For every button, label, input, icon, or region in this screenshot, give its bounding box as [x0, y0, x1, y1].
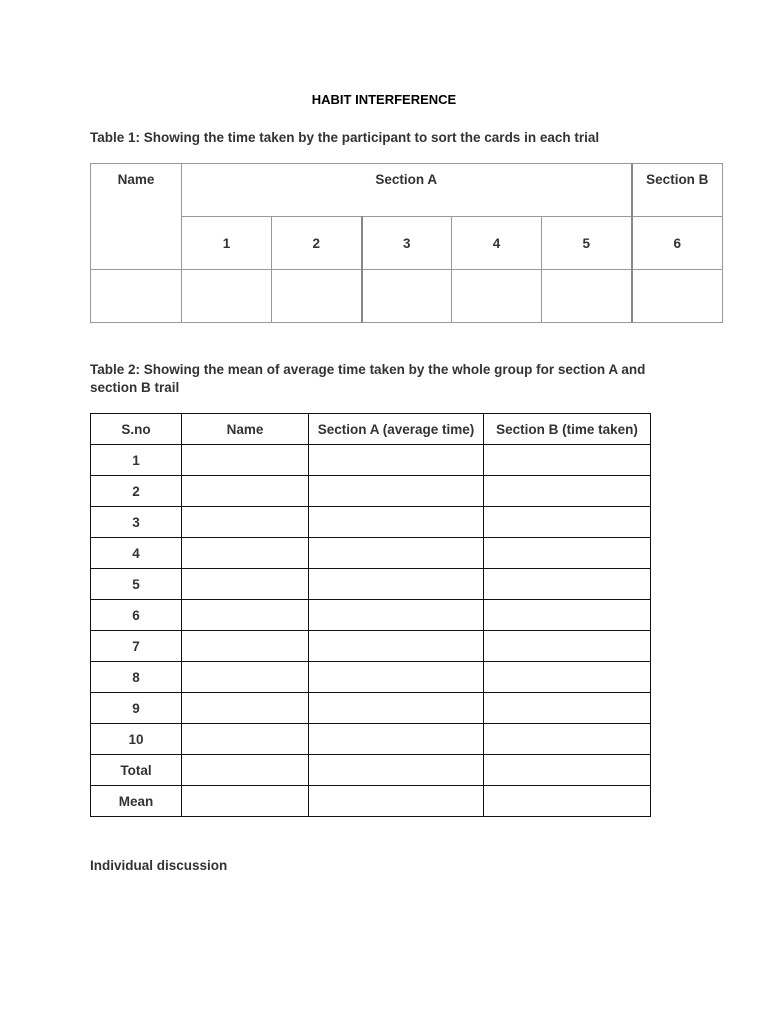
- table-row: [91, 600, 651, 631]
- table2-row-label: Total: [91, 755, 182, 786]
- table1-data-row: [91, 270, 723, 323]
- table1-cell-trial-3: [362, 270, 452, 323]
- table2-cell-section-a: [309, 538, 484, 569]
- table1-header-row: [91, 164, 723, 217]
- table-row: [91, 662, 651, 693]
- table2-row-label: 10: [91, 724, 182, 755]
- table1-cell-trial-5: [542, 270, 632, 323]
- table2-cell-name: [182, 724, 309, 755]
- table2-cell-section-a: [309, 507, 484, 538]
- table2-row-label: 8: [91, 662, 182, 693]
- table2-cell-section-b: [484, 693, 651, 724]
- table2-cell-section-a: [309, 631, 484, 662]
- table1-cell-name: [91, 270, 182, 323]
- table2-cell-section-a: [309, 693, 484, 724]
- table-row: [91, 631, 651, 662]
- table2-row-label: 2: [91, 476, 182, 507]
- table1-name-header: Name: [91, 164, 182, 270]
- table2-header-section-a: Section A (average time): [309, 414, 484, 445]
- table2-cell-section-a: [309, 662, 484, 693]
- table2-cell-section-a: [309, 786, 484, 817]
- table-row: [91, 538, 651, 569]
- table1-section-a-header: Section A: [182, 164, 632, 217]
- table2-header-section-b: Section B (time taken): [484, 414, 651, 445]
- table2-header-row: [91, 414, 651, 445]
- table2-body: [91, 445, 651, 817]
- table2-cell-section-b: [484, 662, 651, 693]
- table2-header-sno: S.no: [91, 414, 182, 445]
- table2-cell-name: [182, 538, 309, 569]
- table-row: [91, 476, 651, 507]
- table2-cell-section-a: [309, 445, 484, 476]
- table2-cell-name: [182, 476, 309, 507]
- table1-cell-trial-6: [632, 270, 723, 323]
- table-row: [91, 755, 651, 786]
- table2-cell-section-a: [309, 755, 484, 786]
- discussion-heading: Individual discussion: [90, 858, 228, 873]
- table2-row-label: 3: [91, 507, 182, 538]
- table2-cell-section-b: [484, 445, 651, 476]
- table2-cell-section-b: [484, 476, 651, 507]
- table2-caption: Table 2: Showing the mean of average time taken by the whole group for section A and section B trail: [90, 362, 646, 395]
- table2-cell-name: [182, 445, 309, 476]
- table2-cell-name: [182, 600, 309, 631]
- table-row: [91, 786, 651, 817]
- table2-cell-section-a: [309, 569, 484, 600]
- table-row: [91, 445, 651, 476]
- table1-trial-1: 1: [182, 217, 272, 270]
- table2-cell-section-a: [309, 600, 484, 631]
- table1-caption: Table 1: Showing the time taken by the participant to sort the cards in each trial: [90, 130, 600, 145]
- table2-header-name: Name: [182, 414, 309, 445]
- table2-cell-name: [182, 786, 309, 817]
- table2-row-label: Mean: [91, 786, 182, 817]
- table1-trial-row: [91, 217, 723, 270]
- table2-cell-name: [182, 631, 309, 662]
- table2-cell-section-a: [309, 476, 484, 507]
- table2-cell-section-b: [484, 569, 651, 600]
- table-row: [91, 693, 651, 724]
- table1-section-b-header: Section B: [632, 164, 723, 217]
- table-row: [91, 507, 651, 538]
- table2-cell-name: [182, 755, 309, 786]
- table1-cell-trial-2: [272, 270, 362, 323]
- table2-cell-section-b: [484, 538, 651, 569]
- table2-row-label: 7: [91, 631, 182, 662]
- table2-cell-name: [182, 693, 309, 724]
- table2-cell-section-b: [484, 507, 651, 538]
- table2-cell-name: [182, 662, 309, 693]
- table2-cell-name: [182, 507, 309, 538]
- table-row: [91, 569, 651, 600]
- table1-cell-trial-1: [182, 270, 272, 323]
- document-title: HABIT INTERFERENCE: [311, 92, 457, 107]
- table1-trial-5: 5: [542, 217, 632, 270]
- table-row: [91, 724, 651, 755]
- table2-cell-section-b: [484, 786, 651, 817]
- trial-times-table: [90, 163, 723, 323]
- table2-row-label: 5: [91, 569, 182, 600]
- table2-cell-section-b: [484, 600, 651, 631]
- table2-row-label: 6: [91, 600, 182, 631]
- table1-trial-4: 4: [452, 217, 542, 270]
- table2-cell-section-b: [484, 631, 651, 662]
- table2-cell-section-a: [309, 724, 484, 755]
- table2-row-label: 1: [91, 445, 182, 476]
- table1-trial-6: 6: [632, 217, 723, 270]
- table2-cell-name: [182, 569, 309, 600]
- table2-row-label: 4: [91, 538, 182, 569]
- table1-trial-3: 3: [362, 217, 452, 270]
- table1-trial-2: 2: [272, 217, 362, 270]
- table2-row-label: 9: [91, 693, 182, 724]
- table1-cell-trial-4: [452, 270, 542, 323]
- group-mean-table: [90, 413, 651, 817]
- table2-cell-section-b: [484, 724, 651, 755]
- table2-cell-section-b: [484, 755, 651, 786]
